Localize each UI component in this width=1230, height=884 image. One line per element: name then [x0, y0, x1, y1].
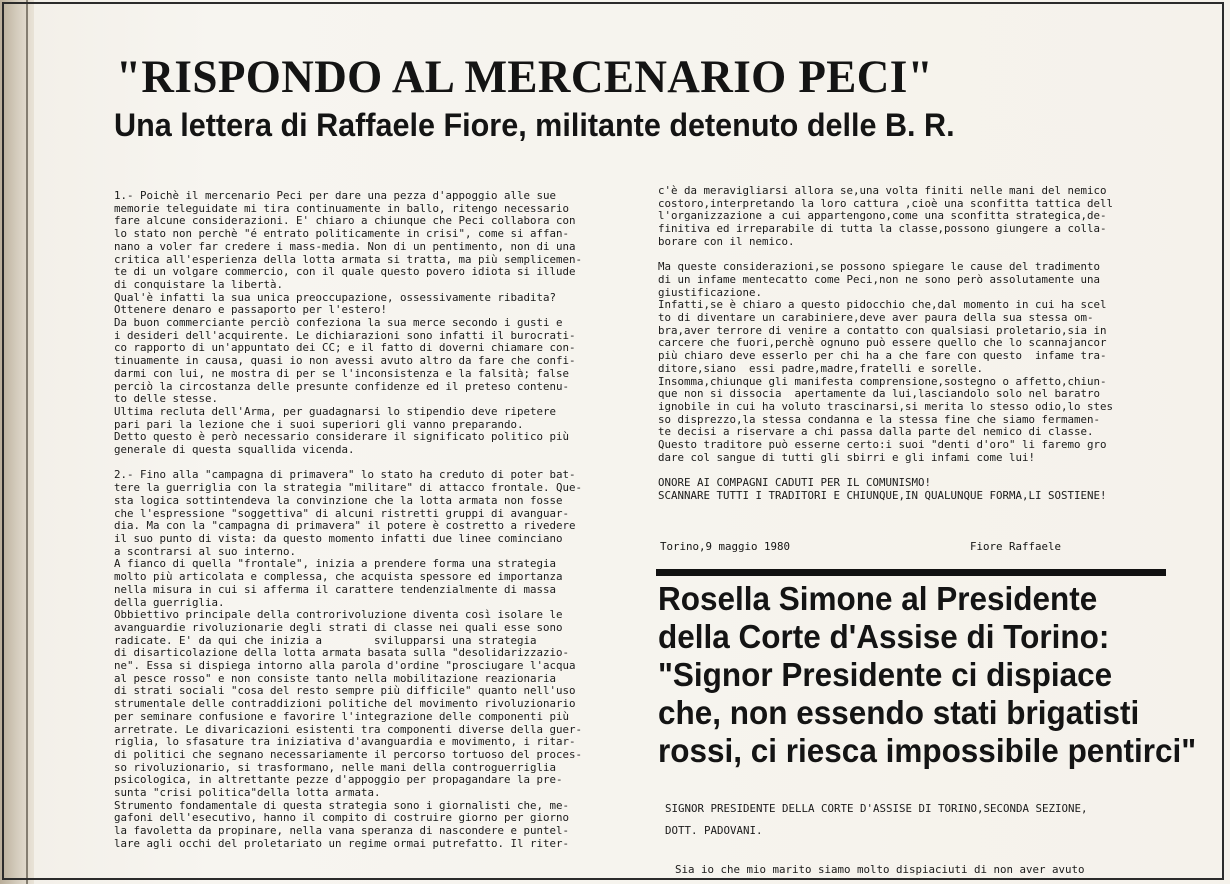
- left-column-text: [114, 190, 646, 884]
- left-column-line: di politici che segnano necessariamente il percorso tortuoso del proces-: [114, 747, 583, 761]
- left-column-line: ne". Essa si dispiega intorno alla parola d'ordine "prosciugare l'acqua: [114, 659, 576, 673]
- book-spine: [0, 0, 34, 884]
- left-column-line: dia. Ma con la "campagna di primavera" il potere è costretto a rivedere: [114, 519, 576, 533]
- right-column-line: bra,aver terrore di venire a contatto con qualsiasi proletario,sia in: [658, 323, 1107, 337]
- right-column-line: Infatti,se è chiaro a questo pidocchio che,dal momento in cui ha scel: [658, 298, 1107, 312]
- left-column-line: Strumento fondamentale di questa strategia sono i giornalisti che, me-: [114, 798, 570, 812]
- left-column-line: lo stato non perchè "é entrato politicamente in crisi", come si affan-: [114, 227, 570, 241]
- letter-opening-line: Sia io che mio marito siamo molto dispiaciuti di non aver avuto: [675, 864, 1085, 876]
- right-column-line: te decisi a riservare a chi passa dalla parte del nemico di classe.: [658, 425, 1094, 439]
- left-column-line: critica all'esperienza della lotta armata si tratta, ma più semplicemen-: [114, 252, 583, 266]
- left-column-line: Ultima recluta dell'Arma, per guadagnarsi lo stipendio deve ripetere: [114, 404, 557, 418]
- second-article-headline: [658, 581, 1197, 771]
- left-column-line: che l'espressione "soggettiva" di alcuni ristretti gruppi di avanguar-: [114, 506, 570, 520]
- left-column-line: riglia, lo sfasature tra iniziativa d'avanguardia e movimento, i ritar-: [114, 735, 576, 749]
- headline-line: della Corte d'Assise di Torino:: [658, 619, 1110, 656]
- left-column-line: pari pari la lezione che i suoi superiori gli vanno preparando.: [114, 417, 524, 431]
- left-column-line: Da buon commerciante perciò confeziona la sua merce secondo i gusti e: [114, 316, 563, 330]
- right-column-line: più chiaro deve esserlo per chi ha a che fare con questo infame tra-: [658, 349, 1107, 363]
- left-column-line: a scontrarsi al suo interno.: [114, 544, 297, 558]
- left-column-line: della guerriglia.: [114, 595, 225, 609]
- letter-addressee: SIGNOR PRESIDENTE DELLA CORTE D'ASSISE DI TORINO,SECONDA SEZIONE, DOTT. PADOVANI.: [665, 802, 1088, 837]
- left-column-line: generale di questa squallida vicenda.: [114, 443, 355, 457]
- left-column-line: la favoletta da propinare, nella vana speranza di nascondere e puntel-: [114, 824, 570, 838]
- left-column-line: radicate. E' da qui che inizia a svilupparsi una strategia: [114, 633, 537, 647]
- right-column-line: di un infame mentecatto come Peci,non ne sono però assolutamente una: [658, 272, 1101, 286]
- right-column-line: ONORE AI COMPAGNI CADUTI PER IL COMUNISMO!: [658, 476, 932, 490]
- headline-line: "Signor Presidente ci dispiace: [658, 657, 1113, 694]
- left-column-line: il suo punto di vista: da questo momento infatti due linee cominciano: [114, 531, 563, 545]
- left-column-line: sunta "crisi politica"della lotta armata.: [114, 786, 381, 800]
- left-column-line: Ottenere denaro e passaporto per l'estero!: [114, 303, 388, 317]
- left-column-line: di conquistare la libertà.: [114, 277, 284, 291]
- left-column-line: psicologica, in altrettante pezze d'appoggio per propagandare la pre-: [114, 773, 563, 787]
- left-column-line: Detto questo è però necessario considerare il significato politico più: [114, 430, 570, 444]
- left-column-line: to delle stesse.: [114, 392, 219, 406]
- left-column-line: co rapporto di un'appuntato dei CC; e il fatto di doverni chiamare con-: [114, 341, 576, 355]
- left-column-line: lare agli occhi del proletariato un regime ormai putrefatto. Il riter-: [114, 836, 570, 850]
- signoff-place-date: Torino,9 maggio 1980: [660, 540, 791, 553]
- left-column-line: fare alcune considerazioni. E' chiaro a chiunque che Peci collabora con: [114, 214, 576, 228]
- left-column-line: 2.- Fino alla "campagna di primavera" lo stato ha creduto di poter bat-: [114, 468, 576, 482]
- right-column-line: so disprezzo,la stessa condanna e la stessa fine che siamo fermamen-: [658, 412, 1101, 426]
- left-column-line: per seminare confusione e favorire l'integrazione delle componenti più: [114, 709, 570, 723]
- article-title: "RISPONDO AL MERCENARIO PECI": [116, 51, 934, 103]
- left-column-line: memorie teleguidate mi tira continuamente in ballo, ritengo necessario: [114, 201, 570, 215]
- section-divider: [656, 569, 1166, 576]
- right-column-line: dare col sangue di tutti gli sbirri e gli infami come lui!: [658, 450, 1036, 464]
- right-column-line: Ma queste considerazioni,se possono spiegare le cause del tradimento: [658, 260, 1101, 274]
- left-column-line: te di un volgare commercio, con il quale questo povero idiota si illude: [114, 265, 576, 279]
- headline-line: Rosella Simone al Presidente: [658, 581, 1098, 618]
- right-column-line: borare con il nemico.: [658, 234, 795, 248]
- right-column-text: [658, 185, 1178, 565]
- right-column-line: que non si dissocia apertamente da lui,lasciandolo solo nel baratro: [658, 387, 1101, 401]
- left-column-line: i desideri dell'acquirente. Le dichiarazioni sono infatti il burocrati-: [114, 328, 576, 342]
- right-column-line: l'organizzazione a cui appartengono,come una sconfitta strategica,de-: [658, 209, 1107, 223]
- left-column-line: tinuamente in causa, quasi io non avessi avuto altro da fare che confi-: [114, 354, 576, 368]
- right-column-line: Insomma,chiunque gli manifesta comprensione,sostegno o affetto,chiun-: [658, 374, 1107, 388]
- left-column-line: darmi con lui, ne mostra di per se l'inconsistenza e la falsità; false: [114, 366, 570, 380]
- left-column-line: sta logica sottintendeva la convinzione che la lotta armata non fosse: [114, 493, 563, 507]
- right-column-line: finitiva ed irreparabile di tutta la classe,possono giungere a colla-: [658, 222, 1107, 236]
- right-column-line: carcere che fuori,perchè ognuno può essere quello che lo scannajancor: [658, 336, 1107, 350]
- right-column-line: ditore,siano essi padre,madre,fratelli e sorelle.: [658, 361, 984, 375]
- left-column-line: di disarticolazione della lotta armata basata sulla "desolidarizzazio-: [114, 646, 570, 660]
- right-column-line: costoro,interpretando la loro cattura ,cioè una sconfitta tattica dell: [658, 196, 1114, 210]
- left-column-line: perciò la circostanza delle presunte confidenze ed il preteso contenu-: [114, 379, 570, 393]
- left-column-line: di strati sociali "cosa del resto sempre più difficile" quanto nell'uso: [114, 684, 576, 698]
- right-column-line: Questo traditore può esserne certo:i suoi "denti d'oro" li faremo gro: [658, 438, 1107, 452]
- left-column-line: so rivoluzionario, si trasformano, nelle mani della controguerriglia: [114, 760, 557, 774]
- article-subtitle: Una lettera di Raffaele Fiore, militante detenuto delle B. R.: [114, 107, 955, 143]
- left-column-line: A fianco di quella "frontale", inizia a prendere forma una strategia: [114, 557, 557, 571]
- left-column-line: Qual'è infatti la sua unica preoccupazione, ossessivamente ribadita?: [114, 290, 557, 304]
- left-column-line: al pesce rosso" e non consiste tanto nella mobilitazione reazionaria: [114, 671, 557, 685]
- headline-line: rossi, ci riesca impossibile pentirci": [658, 733, 1197, 770]
- left-column-line: Obbiettivo principale della controrivoluzione diventa così isolare le: [114, 608, 563, 622]
- left-column-line: arretrate. Le divaricazioni esistenti tra componenti diverse della guer-: [114, 722, 583, 736]
- left-column-line: avanguardie rivoluzionarie degli strati di classe nei quali esse sono: [114, 620, 563, 634]
- right-column-line: to di diventare un carabiniere,deve aver paura della sua stessa om-: [658, 311, 1094, 325]
- headline-line: che, non essendo stati brigatisti: [658, 695, 1140, 732]
- right-column-line: SCANNARE TUTTI I TRADITORI E CHIUNQUE,IN QUALUNQUE FORMA,LI SOSTIENE!: [658, 488, 1107, 502]
- left-column-line: nano a voler far credere i mass-media. Non di un pentimento, non di una: [114, 239, 576, 253]
- right-column-line: c'è da meravigliarsi allora se,una volta finiti nelle mani del nemico: [658, 185, 1107, 197]
- left-column-line: molto più articolata e complessa, che acquista spessore ed importanza: [114, 570, 563, 584]
- left-column-line: gafoni dell'esecutivo, hanno il compito di costruire giorno per giorno: [114, 811, 570, 825]
- right-column-line: giustificazione.: [658, 285, 763, 299]
- left-column-line: strumentale delle contraddizioni politiche del movimento rivoluzionario: [114, 697, 576, 711]
- left-column-line: nella misura in cui si afferma il carattere tendenzialmente di massa: [114, 582, 557, 596]
- right-column-line: ignobile in cui ha voluto trascinarsi,si merita lo stesso odio,lo stes: [658, 399, 1114, 413]
- signoff-name: Fiore Raffaele: [970, 540, 1062, 553]
- left-column-line: tere la guerriglia con la strategia "militare" di attacco frontale. Que-: [114, 481, 583, 495]
- left-column-line: 1.- Poichè il mercenario Peci per dare una pezza d'appoggio alle sue: [114, 190, 557, 202]
